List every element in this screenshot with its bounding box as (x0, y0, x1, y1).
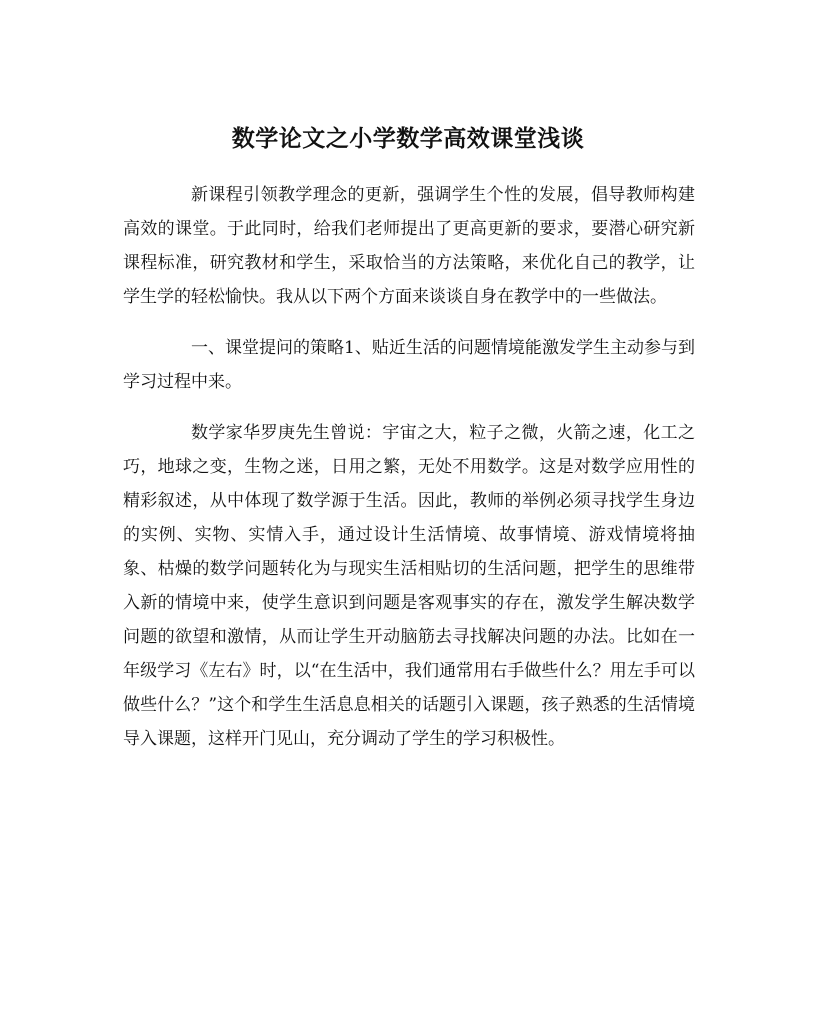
paragraph-section-heading: 一、课堂提问的策略1、贴近生活的问题情境能激发学生主动参与到学习过程中来。 (123, 338, 695, 392)
document-title: 数学论文之小学数学高效课堂浅谈 (231, 125, 585, 153)
paragraph-main: 数学家华罗庚先生曾说：宇宙之大，粒子之微，火箭之速，化工之巧，地球之变，生物之迷，日用之繁，无处不用数学。这是对数学应用性的精彩叙述，从中体现了数学源于生活。因此，教师的举例必须寻找学生身边的实例、实物、实情入手，通过设计生活情境、故事情境、游戏情境将抽象、枯燥的数学问题转化为与现实生活相贴切的生活问题，把学生的思维带入新的情境中来，使学生意识到问题是客观事实的存在，激发学生解决数学问题的欲望和激情，从而让学生开动脑筋去寻找解决问题的办法。比如在一年级学习《左右》时，以“在生活中，我们通常用右手做些什么？用左手可以做些什么？”这个和学生生活息息相关的话题引入课题，孩子熟悉的生活情境导入课题，这样开门见山，充分调动了学生的学习积极性。 (123, 423, 695, 749)
paragraph-intro: 新课程引领教学理念的更新，强调学生个性的发展，倡导教师构建高效的课堂。于此同时，给我们老师提出了更高更新的要求，要潜心研究新课程标准，研究教材和学生，采取恰当的方法策略，来优化自己的教学，让学生学的轻松愉快。我从以下两个方面来谈谈自身在教学中的一些做法。 (123, 185, 695, 307)
document-body (123, 178, 695, 773)
